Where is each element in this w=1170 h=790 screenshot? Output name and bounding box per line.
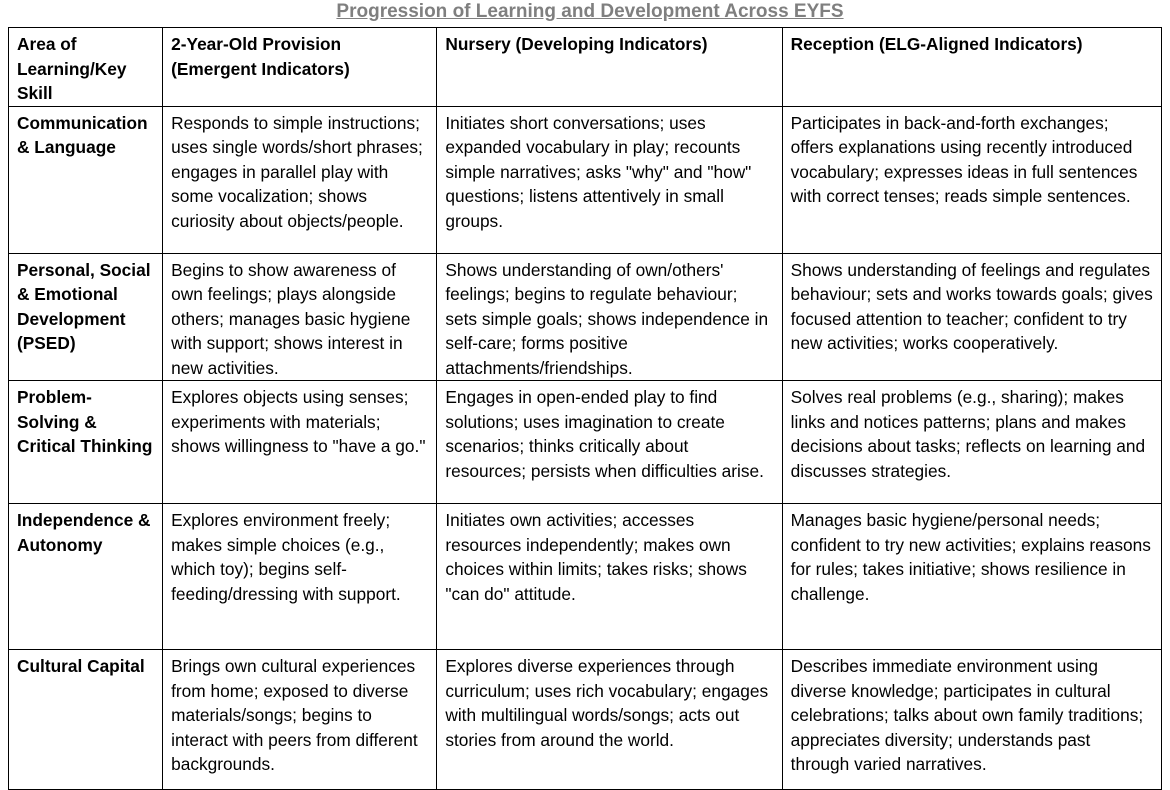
- document-title: Progression of Learning and Development Across EYFS: [336, 1, 844, 22]
- reception-cell: Solves real problems (e.g., sharing); makes links and notices patterns; plans and makes decisions about tasks; reflects on learning and discusses strategies.: [782, 381, 1161, 504]
- two-year-cell: Explores objects using senses; experiments with materials; shows willingness to "have a go.": [163, 381, 437, 504]
- table-header-row: [9, 28, 1162, 107]
- table-row: [9, 504, 1162, 650]
- table-row: [9, 253, 1162, 381]
- area-cell: Independence & Autonomy: [9, 504, 163, 650]
- table-row: [9, 106, 1162, 253]
- nursery-cell: Shows understanding of own/others' feelings; begins to regulate behaviour; sets simple goals; shows independence in self-care; forms positive attachments/friendships.: [437, 253, 782, 381]
- area-cell: Communication & Language: [9, 106, 163, 253]
- two-year-cell: Explores environment freely; makes simple choices (e.g., which toy); begins self-feeding/dressing with support.: [163, 504, 437, 650]
- header-nursery: Nursery (Developing Indicators): [437, 28, 782, 107]
- header-area: Area of Learning/Key Skill: [9, 28, 163, 107]
- two-year-cell: Brings own cultural experiences from home; exposed to diverse materials/songs; begins to interact with peers from different backgrounds.: [163, 650, 437, 790]
- header-reception: Reception (ELG-Aligned Indicators): [782, 28, 1161, 107]
- area-cell: Problem-Solving & Critical Thinking: [9, 381, 163, 504]
- header-two-year: 2-Year-Old Provision (Emergent Indicators): [163, 28, 437, 107]
- table-row: [9, 381, 1162, 504]
- reception-cell: Shows understanding of feelings and regulates behaviour; sets and works towards goals; gives focused attention to teacher; confident to try new activities; works cooperatively.: [782, 253, 1161, 381]
- nursery-cell: Engages in open-ended play to find solutions; uses imagination to create scenarios; thinks critically about resources; persists when difficulties arise.: [437, 381, 782, 504]
- nursery-cell: Explores diverse experiences through curriculum; uses rich vocabulary; engages with multilingual words/songs; acts out stories from around the world.: [437, 650, 782, 790]
- nursery-cell: Initiates short conversations; uses expanded vocabulary in play; recounts simple narratives; asks "why" and "how" questions; listens attentively in small groups.: [437, 106, 782, 253]
- area-cell: Cultural Capital: [9, 650, 163, 790]
- nursery-cell: Initiates own activities; accesses resources independently; makes own choices within limits; takes risks; shows "can do" attitude.: [437, 504, 782, 650]
- reception-cell: Describes immediate environment using diverse knowledge; participates in cultural celebrations; talks about own family traditions; appreciates diversity; understands past through varied narratives.: [782, 650, 1161, 790]
- page-margin-mark: [8, 780, 9, 787]
- two-year-cell: Begins to show awareness of own feelings; plays alongside others; manages basic hygiene with support; shows interest in new activities.: [163, 253, 437, 381]
- two-year-cell: Responds to simple instructions; uses single words/short phrases; engages in parallel play with some vocalization; shows curiosity about objects/people.: [163, 106, 437, 253]
- progression-table: [8, 27, 1162, 790]
- table-row: [9, 650, 1162, 790]
- reception-cell: Participates in back-and-forth exchanges; offers explanations using recently introduced vocabulary; expresses ideas in full sentences with correct tenses; reads simple sentences.: [782, 106, 1161, 253]
- reception-cell: Manages basic hygiene/personal needs; confident to try new activities; explains reasons for rules; takes initiative; shows resilience in challenge.: [782, 504, 1161, 650]
- area-cell: Personal, Social & Emotional Development (PSED): [9, 253, 163, 381]
